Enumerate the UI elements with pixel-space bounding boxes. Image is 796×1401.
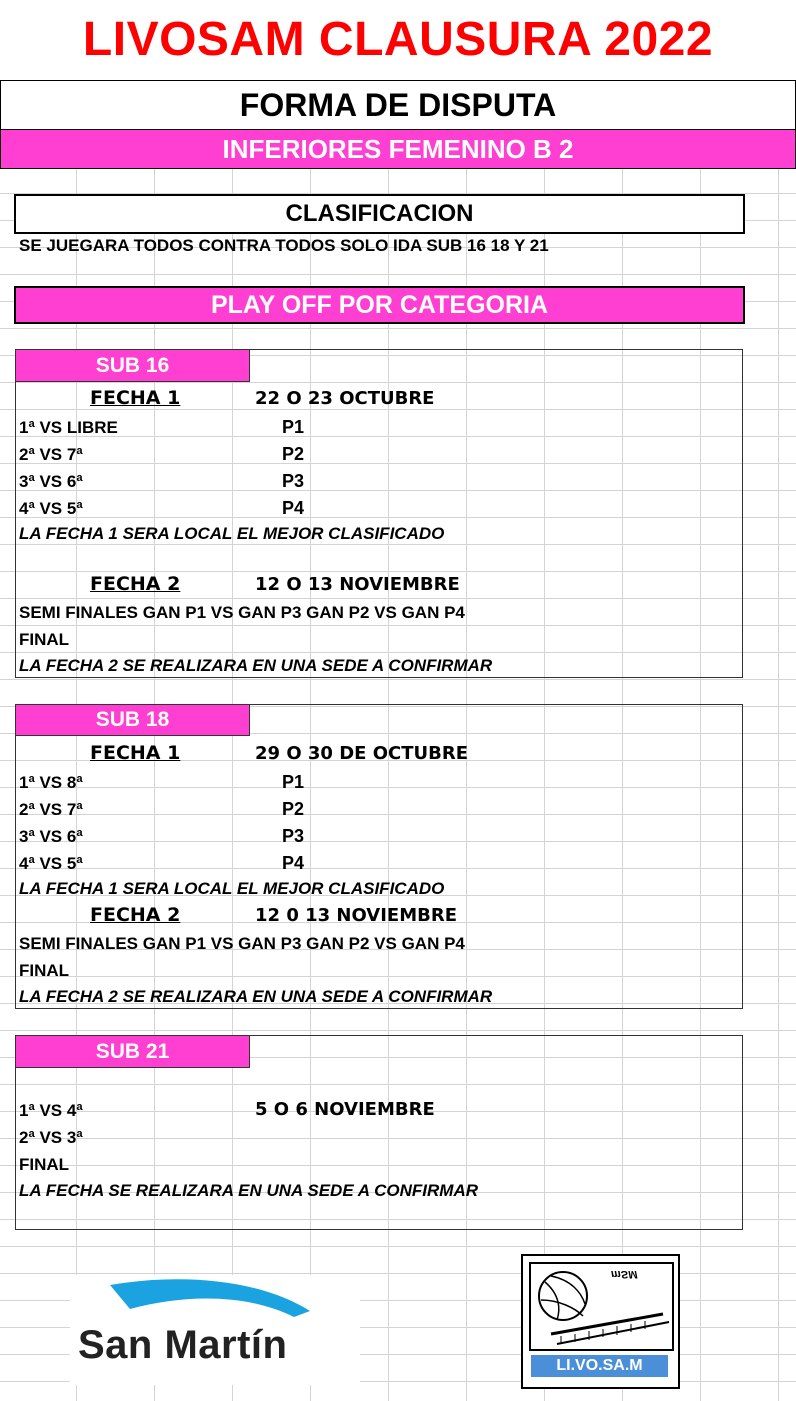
sub16-match-pair: 4ª VS 5ª bbox=[19, 499, 83, 518]
sub16-semis: SEMI FINALES GAN P1 VS GAN P3 GAN P2 VS GAN P4 bbox=[19, 603, 465, 622]
sub16-match-code: P4 bbox=[282, 498, 305, 518]
sub18-match-pair: 3ª VS 6ª bbox=[19, 827, 83, 846]
sanmartin-logo bbox=[70, 1275, 360, 1385]
sub16-match-pair: 2ª VS 7ª bbox=[19, 445, 83, 464]
sub21-date: 5 O 6 NOVIEMBRE bbox=[255, 1099, 435, 1120]
sub21-note: LA FECHA SE REALIZARA EN UNA SEDE A CONFIRMAR bbox=[19, 1181, 478, 1200]
sub16-fecha2-date: 12 O 13 NOVIEMBRE bbox=[255, 574, 460, 595]
sub18-fecha2-label: FECHA 2 bbox=[90, 904, 181, 926]
sanmartin-wordmark: San Martín bbox=[78, 1323, 288, 1367]
livosam-mark: mSM bbox=[611, 1268, 638, 1280]
sub16-fecha1-note: LA FECHA 1 SERA LOCAL EL MEJOR CLASIFICADO bbox=[19, 524, 445, 543]
sub18-match-pair: 2ª VS 7ª bbox=[19, 800, 83, 819]
sub18-match-code: P3 bbox=[282, 826, 305, 846]
sub16-match-code: P1 bbox=[282, 417, 305, 437]
sub16-fecha1-label: FECHA 1 bbox=[90, 387, 181, 409]
sub16-match-code: P2 bbox=[282, 444, 305, 464]
livosam-emblem bbox=[529, 1262, 674, 1351]
sub18-fecha1-date: 29 O 30 DE OCTUBRE bbox=[255, 743, 468, 764]
sub18-semis: SEMI FINALES GAN P1 VS GAN P3 GAN P2 VS GAN P4 bbox=[19, 934, 465, 953]
classification-description: SE JUEGARA TODOS CONTRA TODOS SOLO IDA SUB 16 18 Y 21 bbox=[19, 236, 549, 255]
sub18-fecha1-label: FECHA 1 bbox=[90, 742, 181, 764]
sub21-tag: SUB 21 bbox=[16, 1036, 250, 1068]
sub18-match-pair: 4ª VS 5ª bbox=[19, 854, 83, 873]
division-banner: INFERIORES FEMENINO B 2 bbox=[0, 129, 796, 169]
sub18-fecha2-date: 12 0 13 NOVIEMBRE bbox=[255, 905, 458, 926]
sub16-fecha2-note: LA FECHA 2 SE REALIZARA EN UNA SEDE A CONFIRMAR bbox=[19, 656, 493, 675]
sub21-match: 1ª VS 4ª bbox=[19, 1101, 83, 1120]
classification-heading: CLASIFICACION bbox=[14, 194, 745, 234]
playoff-heading: PLAY OFF POR CATEGORIA bbox=[14, 286, 745, 324]
sub18-match-pair: 1ª VS 8ª bbox=[19, 773, 83, 792]
sub16-fecha2-label: FECHA 2 bbox=[90, 573, 181, 595]
sub16-final: FINAL bbox=[19, 630, 70, 649]
sub18-match-code: P1 bbox=[282, 772, 305, 792]
sub18-match-code: P4 bbox=[282, 853, 305, 873]
sub18-tag: SUB 18 bbox=[16, 705, 250, 736]
sub21-final: FINAL bbox=[19, 1155, 70, 1174]
sub18-fecha2-note: LA FECHA 2 SE REALIZARA EN UNA SEDE A CONFIRMAR bbox=[19, 987, 493, 1006]
sub18-final: FINAL bbox=[19, 961, 70, 980]
sub16-tag: SUB 16 bbox=[16, 350, 250, 382]
volleyball-icon bbox=[531, 1264, 672, 1349]
page-title: LIVOSAM CLAUSURA 2022 bbox=[0, 0, 796, 80]
sub18-fecha1-note: LA FECHA 1 SERA LOCAL EL MEJOR CLASIFICADO bbox=[19, 879, 445, 898]
sub16-match-code: P3 bbox=[282, 471, 305, 491]
livosam-name: LI.VO.SA.M bbox=[529, 1353, 670, 1379]
page-subtitle: FORMA DE DISPUTA bbox=[0, 80, 796, 129]
livosam-logo bbox=[521, 1254, 680, 1389]
sub18-match-code: P2 bbox=[282, 799, 305, 819]
sub16-fecha1-date: 22 O 23 OCTUBRE bbox=[255, 388, 435, 409]
sub16-match-pair: 3ª VS 6ª bbox=[19, 472, 83, 491]
sub16-match-pair: 1ª VS LIBRE bbox=[19, 418, 118, 437]
sub21-match: 2ª VS 3ª bbox=[19, 1128, 83, 1147]
